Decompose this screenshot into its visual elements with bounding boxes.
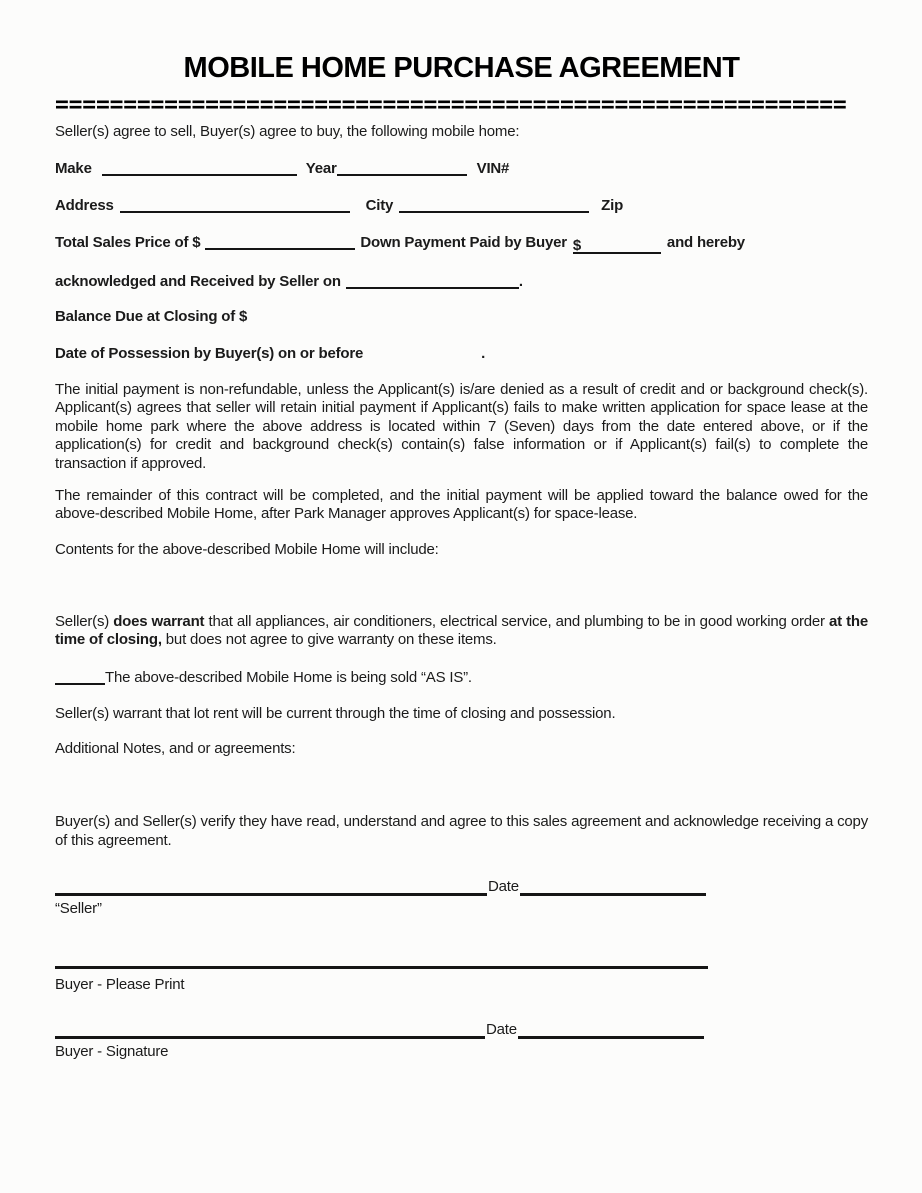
total-sales-blank-line <box>205 235 355 250</box>
warrant-bold-time-of-closing: at the time of closing, <box>55 612 868 649</box>
make-label: Make <box>55 160 92 177</box>
city-blank-line <box>399 198 589 213</box>
city-label: City <box>365 197 394 214</box>
warrant-paragraph <box>55 613 868 650</box>
possession-label: Date of Possession by Buyer(s) on or before <box>55 345 364 362</box>
make-row <box>55 160 868 178</box>
buyer-signature-label: Buyer - Signature <box>55 1042 169 1060</box>
acknowledged-label: acknowledged and Received by Seller on <box>55 273 341 290</box>
buyer-print-label: Buyer - Please Print <box>55 975 185 993</box>
total-sales-row <box>55 234 868 254</box>
remainder-paragraph: The remainder of this contract will be completed, and the initial payment will be applied toward the balance owed for the above-described Mobile Home, after Park Manager approves Applicant(s) for space-lease. <box>55 487 868 523</box>
intro-line: Seller(s) agree to sell, Buyer(s) agree to buy, the following mobile home: <box>55 123 520 140</box>
warrant-text-pre: Seller(s) <box>55 612 114 630</box>
address-label: Address <box>55 197 114 214</box>
and-hereby-label: and hereby <box>666 234 745 251</box>
as-is-blank-line <box>55 670 105 685</box>
possession-period: . <box>481 345 486 362</box>
seller-signature-line <box>55 877 487 896</box>
possession-gap <box>363 357 481 358</box>
buyer-signature-line <box>55 1020 485 1039</box>
lot-rent-line: Seller(s) warrant that lot rent will be current through the time of closing and possession. <box>55 704 616 722</box>
contents-line: Contents for the above-described Mobile Home will include: <box>55 540 439 558</box>
initial-payment-paragraph: The initial payment is non-refundable, unless the Applicant(s) is/are denied as a result of credit and or background check(s). Applicant(s) agrees that seller will retain initial payment if Applicant(s) fails to make written application for space lease at the mobile home park where the above address is located within 7 (Seven) days from the date entered above, or if the application(s) for credit and background check(s) contain(s) false information or if Applicant(s) fail(s) to complete the transaction if approved. <box>55 381 868 472</box>
year-blank-line <box>337 161 467 176</box>
down-payment-label: Down Payment Paid by Buyer <box>360 234 567 251</box>
zip-label: Zip <box>601 197 624 214</box>
seller-label: “Seller” <box>55 899 102 917</box>
acknowledged-row <box>55 273 868 291</box>
total-sales-label: Total Sales Price of $ <box>55 234 201 251</box>
make-blank-line <box>102 161 297 176</box>
acknowledged-period: . <box>518 273 523 290</box>
buyer-print-line <box>55 966 708 969</box>
vin-label: VIN# <box>476 160 510 177</box>
additional-notes-line: Additional Notes, and or agreements: <box>55 739 296 757</box>
dollar-sign: $ <box>572 237 582 254</box>
address-blank-line <box>120 198 350 213</box>
buyer-signature-row <box>55 1020 868 1039</box>
verify-paragraph: Buyer(s) and Seller(s) verify they have read, understand and agree to this sales agreement and acknowledge receiving a copy of this agreement. <box>55 812 868 849</box>
as-is-text: The above-described Mobile Home is being sold “AS IS”. <box>105 668 472 686</box>
balance-label: Balance Due at Closing of $ <box>55 308 248 325</box>
warrant-bold-does-warrant: does warrant <box>113 612 205 630</box>
address-row <box>55 197 868 215</box>
equals-divider: ========================================================== <box>55 92 847 118</box>
acknowledged-blank-line <box>346 274 519 289</box>
possession-row <box>55 345 868 363</box>
down-payment-blank-line <box>573 237 661 254</box>
balance-row <box>55 308 868 326</box>
seller-date-label: Date <box>488 877 519 895</box>
seller-signature-row <box>55 877 868 896</box>
buyer-date-label: Date <box>486 1020 517 1038</box>
seller-date-line <box>520 877 706 896</box>
warrant-text-mid: that all appliances, air conditioners, electrical service, and plumbing to be in good working order <box>204 612 829 630</box>
as-is-line <box>55 669 868 687</box>
buyer-date-line <box>518 1020 704 1039</box>
page-title: MOBILE HOME PURCHASE AGREEMENT <box>183 52 740 84</box>
year-label: Year <box>305 160 337 177</box>
warrant-text-post: but does not agree to give warranty on these items. <box>161 631 497 649</box>
